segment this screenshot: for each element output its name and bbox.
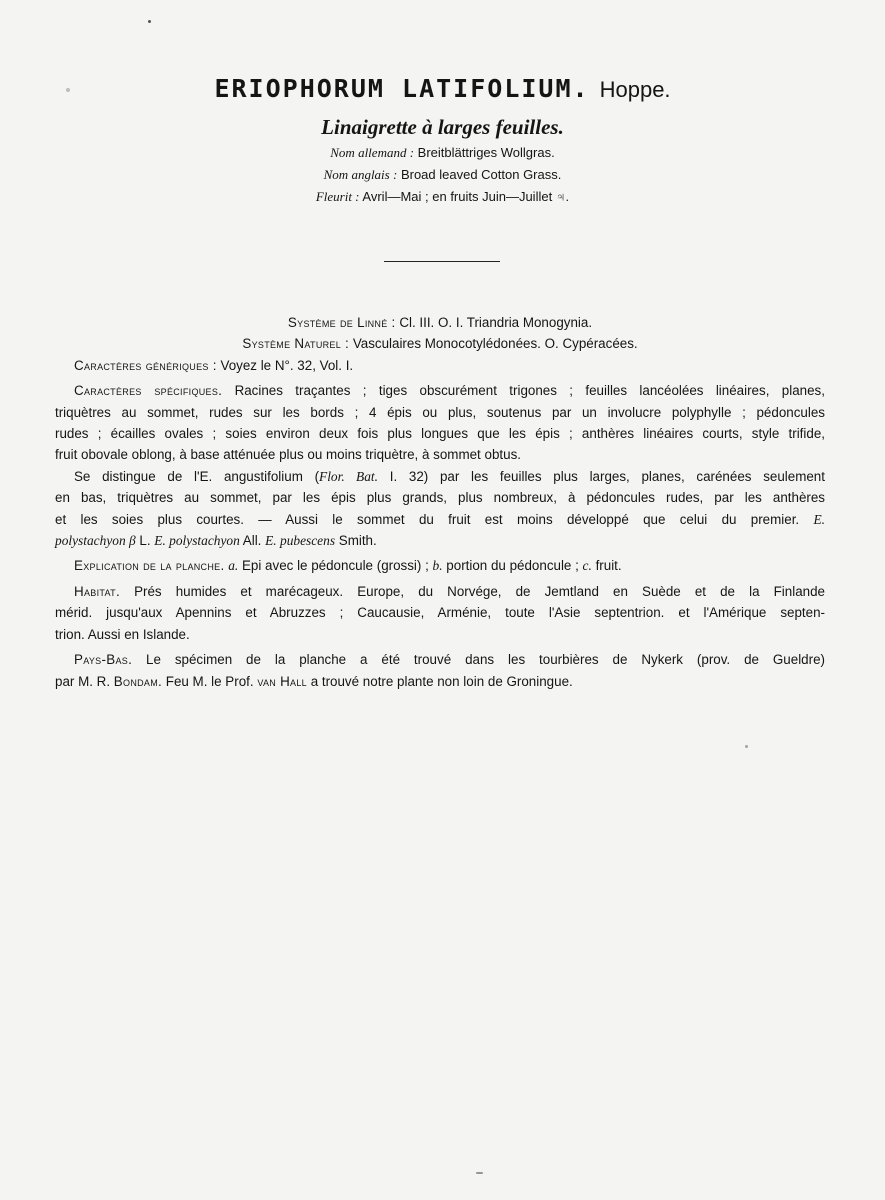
plate-key-b: b. <box>432 558 443 574</box>
synonym-1: polystachyon β <box>55 533 136 549</box>
distinction-paragraph <box>55 466 825 552</box>
habitat-line-3: trion. Aussi en Islande. <box>55 626 190 642</box>
distinction-line-1c: I. 32) par les feuilles plus larges, planes, carénées seulement <box>378 468 825 484</box>
english-name-label: Nom anglais : <box>323 167 398 182</box>
title-line <box>0 72 885 110</box>
linne-label: Système de Linné : <box>287 315 396 330</box>
plate-label: Explication de la planche. <box>74 558 225 574</box>
habitat-paragraph <box>55 581 825 645</box>
synonym-3-author: Smith. <box>335 533 377 549</box>
collector-van-hall: van Hall <box>257 673 307 689</box>
specific-label: Caractères spécifiques. <box>74 383 223 399</box>
species-author: Hoppe. <box>599 77 671 102</box>
plate-text-b: portion du pédoncule ; <box>442 558 583 574</box>
section-divider <box>384 261 500 262</box>
netherlands-line-1: Le spécimen de la planche a été trouvé dans les tourbières de Nykerk (prov. de Gueldre) <box>146 652 825 668</box>
species-title: ERIOPHORUM LATIFOLIUM. <box>214 74 590 103</box>
specific-line-1: Racines traçantes ; tiges obscurément trigones ; feuilles lancéolées linéaires, planes, <box>234 383 825 399</box>
generic-label: Caractères génériques : <box>74 357 217 373</box>
plate-text-c: fruit. <box>591 558 622 574</box>
habitat-line-2: mérid. jusqu'aux Apennins et Abruzzes ; Caucausie, Arménie, toute l'Asie septentrion. et l'Amérique septen- <box>55 605 825 621</box>
paper-speck <box>66 88 70 92</box>
document-body <box>55 312 825 692</box>
specific-line-3: rudes ; écailles ovales ; soies environ deux fois plus longues que les épis ; anthères linéaires courts, style trifide, <box>55 426 825 442</box>
german-name-value: Breitblättriges Wollgras. <box>417 145 555 160</box>
habitat-line-1: Prés humides et marécageux. Europe, du Norvége, de Jemtland en Suède et de la Finlande <box>134 583 825 599</box>
paper-speck <box>476 1172 483 1174</box>
synonym-1-author: L. <box>135 533 155 549</box>
header <box>0 72 885 208</box>
paper-speck <box>148 20 151 23</box>
natural-system <box>55 333 825 354</box>
generic-characters <box>55 355 825 376</box>
german-name-label: Nom allemand : <box>330 145 415 160</box>
english-name-value: Broad leaved Cotton Grass. <box>400 167 562 182</box>
french-name: Linaigrette à larges feuilles. <box>321 115 564 139</box>
linne-system <box>55 312 825 333</box>
collector-bondam: Bondam. <box>113 673 163 689</box>
distinction-line-3a: et les soies plus courtes. — Aussi le sommet du fruit est moins développé que celui du premier. <box>55 511 814 527</box>
flowering-label: Fleurit : <box>315 189 360 204</box>
netherlands-line-2a: par M. R. <box>55 673 114 689</box>
habitat-label: Habitat. <box>74 583 120 599</box>
specific-characters <box>55 380 825 466</box>
plate-key-a: a. <box>228 558 239 574</box>
distinction-line-1a: Se distingue de l'E. angustifolium ( <box>74 468 320 484</box>
german-name-line <box>0 142 885 164</box>
natural-label: Système Naturel : <box>242 336 350 352</box>
specific-line-4: fruit obovale oblong, à base atténuée plus ou moins triquètre, à sommet obtus. <box>55 447 521 463</box>
flora-batava-ref: Flor. Bat. <box>319 468 378 484</box>
distinction-line-2: en bas, triquètres au sommet, par les épis plus grands, plus nombreux, à pédoncules rudes, par les anthères <box>55 490 825 506</box>
netherlands-label: Pays-Bas. <box>74 652 133 668</box>
paper-speck <box>745 745 748 748</box>
linne-value: Cl. III. O. I. Triandria Monogynia. <box>399 315 593 330</box>
plate-text-a: Epi avec le pédoncule (grossi) ; <box>238 558 433 574</box>
natural-value: Vasculaires Monocotylédonées. O. Cypéracées. <box>352 336 638 352</box>
netherlands-line-2c: Feu M. le Prof. <box>162 673 258 689</box>
specific-line-2: triquètres au sommet, rudes sur les bords ; 4 épis ou plus, soutenus par un involucre polyphylle ; pédoncules <box>55 404 825 420</box>
netherlands-paragraph <box>55 649 825 692</box>
english-name-line <box>0 164 885 186</box>
netherlands-line-2e: a trouvé notre plante non loin de Groningue. <box>306 673 573 689</box>
flowering-line <box>0 186 885 208</box>
distinction-line-3b: E. <box>813 511 825 527</box>
synonym-2-author: All. <box>239 533 266 549</box>
generic-value: Voyez le N°. 32, Vol. I. <box>220 357 354 373</box>
flowering-value: Avril—Mai ; en fruits Juin—Juillet ♃. <box>362 189 570 204</box>
plate-key-c: c. <box>582 558 592 574</box>
plate-explanation <box>55 555 825 576</box>
synonym-3: E. pubescens <box>265 533 336 549</box>
synonym-2: E. polystachyon <box>154 533 240 549</box>
